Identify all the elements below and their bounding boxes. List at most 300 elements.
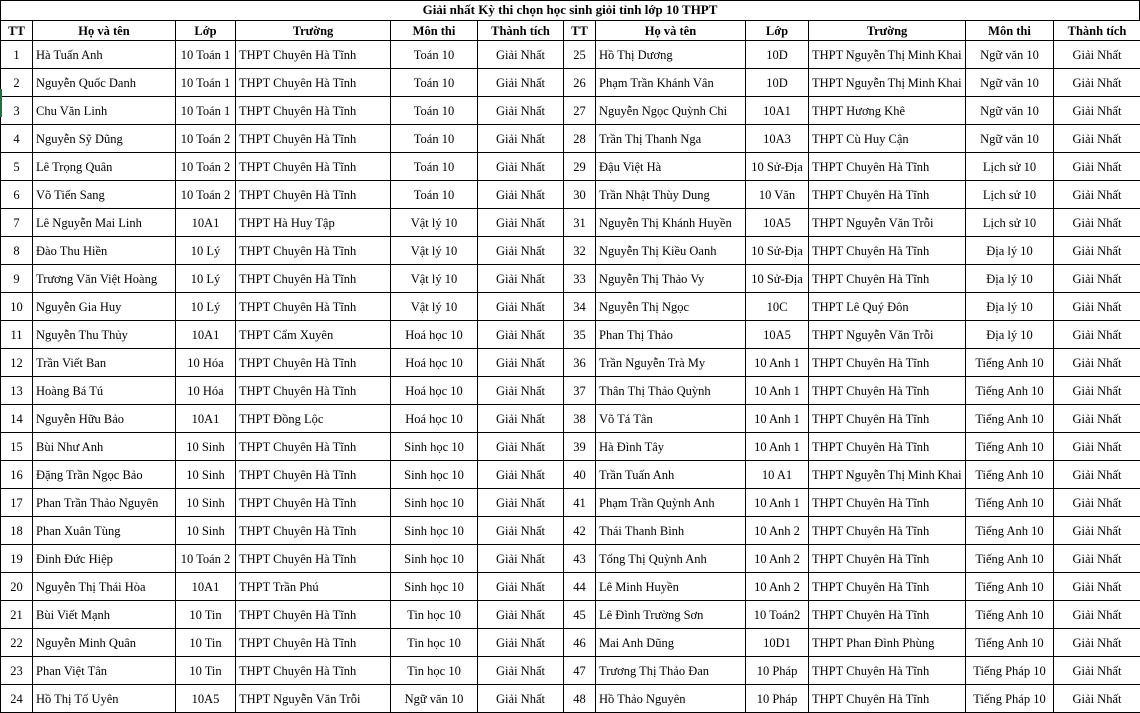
cell-name[interactable]: Trương Văn Việt Hoàng bbox=[33, 265, 176, 293]
cell-class[interactable]: 10A1 bbox=[176, 321, 236, 349]
table-row bbox=[1, 69, 1140, 97]
cell-subject[interactable]: Hoá học 10 bbox=[391, 349, 478, 377]
cell-tt[interactable]: 34 bbox=[564, 293, 596, 321]
cell-class[interactable]: 10 Tin bbox=[176, 629, 236, 657]
cell-subject[interactable]: Sinh học 10 bbox=[391, 573, 478, 601]
cell-award[interactable]: Giải Nhất bbox=[1054, 349, 1140, 377]
cell-school[interactable]: THPT Chuyên Hà Tĩnh bbox=[809, 657, 966, 685]
cell-subject[interactable]: Ngữ văn 10 bbox=[966, 125, 1054, 153]
cell-tt[interactable]: 46 bbox=[564, 629, 596, 657]
cell-award[interactable]: Giải Nhất bbox=[1054, 545, 1140, 573]
cell-award[interactable]: Giải Nhất bbox=[478, 601, 564, 629]
cell-name[interactable]: Nguyễn Quốc Danh bbox=[33, 69, 176, 97]
cell-subject[interactable]: Tiếng Anh 10 bbox=[966, 601, 1054, 629]
cell-name[interactable]: Phan Xuân Tùng bbox=[33, 517, 176, 545]
cell-school[interactable]: THPT Chuyên Hà Tĩnh bbox=[236, 349, 391, 377]
cell-name[interactable]: Hà Đình Tây bbox=[596, 433, 746, 461]
cell-tt[interactable]: 9 bbox=[1, 265, 33, 293]
cell-name[interactable]: Nguyễn Sỹ Dũng bbox=[33, 125, 176, 153]
cell-school[interactable]: THPT Cẩm Xuyên bbox=[236, 321, 391, 349]
cell-class[interactable]: 10 Anh 2 bbox=[746, 573, 809, 601]
table-row bbox=[1, 125, 1140, 153]
cell-name[interactable]: Trần Nguyễn Trà My bbox=[596, 349, 746, 377]
cell-name[interactable]: Hồ Thị Dương bbox=[596, 41, 746, 69]
cell-tt[interactable]: 8 bbox=[1, 237, 33, 265]
cell-award[interactable]: Giải Nhất bbox=[1054, 377, 1140, 405]
cell-school[interactable]: THPT Chuyên Hà Tĩnh bbox=[236, 153, 391, 181]
cell-name[interactable]: Nguyễn Ngọc Quỳnh Chi bbox=[596, 97, 746, 125]
cell-subject[interactable]: Sinh học 10 bbox=[391, 545, 478, 573]
cell-tt[interactable]: 7 bbox=[1, 209, 33, 237]
cell-name[interactable]: Nguyễn Thị Thái Hòa bbox=[33, 573, 176, 601]
cell-tt[interactable]: 38 bbox=[564, 405, 596, 433]
cell-school[interactable]: THPT Phan Đình Phùng bbox=[809, 629, 966, 657]
cell-class[interactable]: 10 Toán 1 bbox=[176, 97, 236, 125]
cell-class[interactable]: 10 Anh 1 bbox=[746, 349, 809, 377]
cell-subject[interactable]: Tiếng Anh 10 bbox=[966, 405, 1054, 433]
cell-award[interactable]: Giải Nhất bbox=[478, 293, 564, 321]
cell-school[interactable]: THPT Chuyên Hà Tĩnh bbox=[809, 377, 966, 405]
cell-name[interactable]: Trần Viết Ban bbox=[33, 349, 176, 377]
cell-award[interactable]: Giải Nhất bbox=[478, 433, 564, 461]
cell-subject[interactable]: Tiếng Anh 10 bbox=[966, 461, 1054, 489]
cell-award[interactable]: Giải Nhất bbox=[478, 573, 564, 601]
cell-subject[interactable]: Tiếng Anh 10 bbox=[966, 349, 1054, 377]
cell-class[interactable]: 10A1 bbox=[176, 209, 236, 237]
cell-school[interactable]: THPT Chuyên Hà Tĩnh bbox=[809, 153, 966, 181]
cell-class[interactable]: 10 Tin bbox=[176, 657, 236, 685]
cell-subject[interactable]: Lịch sử 10 bbox=[966, 209, 1054, 237]
cell-class[interactable]: 10 Hóa bbox=[176, 349, 236, 377]
cell-tt[interactable]: 17 bbox=[1, 489, 33, 517]
cell-school[interactable]: THPT Chuyên Hà Tĩnh bbox=[236, 237, 391, 265]
cell-tt[interactable]: 31 bbox=[564, 209, 596, 237]
cell-class[interactable]: 10D bbox=[746, 69, 809, 97]
cell-award[interactable]: Giải Nhất bbox=[478, 545, 564, 573]
cell-award[interactable]: Giải Nhất bbox=[1054, 209, 1140, 237]
cell-name[interactable]: Tống Thị Quỳnh Anh bbox=[596, 545, 746, 573]
cell-name[interactable]: Nguyễn Thị Thảo Vy bbox=[596, 265, 746, 293]
cell-tt[interactable]: 6 bbox=[1, 181, 33, 209]
cell-school[interactable]: THPT Chuyên Hà Tĩnh bbox=[809, 601, 966, 629]
cell-award[interactable]: Giải Nhất bbox=[1054, 125, 1140, 153]
cell-class[interactable]: 10 Lý bbox=[176, 293, 236, 321]
cell-class[interactable]: 10 Toán 2 bbox=[176, 545, 236, 573]
cell-class[interactable]: 10 Toán 1 bbox=[176, 41, 236, 69]
cell-school[interactable]: THPT Đồng Lộc bbox=[236, 405, 391, 433]
cell-subject[interactable]: Sinh học 10 bbox=[391, 433, 478, 461]
cell-subject[interactable]: Sinh học 10 bbox=[391, 461, 478, 489]
cell-tt[interactable]: 5 bbox=[1, 153, 33, 181]
cell-school[interactable]: THPT Trần Phú bbox=[236, 573, 391, 601]
cell-tt[interactable]: 41 bbox=[564, 489, 596, 517]
cell-class[interactable]: 10A5 bbox=[176, 685, 236, 713]
cell-name[interactable]: Chu Văn Linh bbox=[33, 97, 176, 125]
cell-award[interactable]: Giải Nhất bbox=[1054, 657, 1140, 685]
cell-tt[interactable]: 48 bbox=[564, 685, 596, 713]
cell-tt[interactable]: 33 bbox=[564, 265, 596, 293]
cell-subject[interactable]: Sinh học 10 bbox=[391, 517, 478, 545]
cell-award[interactable]: Giải Nhất bbox=[1054, 321, 1140, 349]
cell-school[interactable]: THPT Chuyên Hà Tĩnh bbox=[236, 265, 391, 293]
cell-class[interactable]: 10 Anh 2 bbox=[746, 545, 809, 573]
cell-award[interactable]: Giải Nhất bbox=[1054, 573, 1140, 601]
cell-school[interactable]: THPT Cù Huy Cận bbox=[809, 125, 966, 153]
cell-class[interactable]: 10 Văn bbox=[746, 181, 809, 209]
cell-class[interactable]: 10 Lý bbox=[176, 265, 236, 293]
cell-name[interactable]: Hà Tuấn Anh bbox=[33, 41, 176, 69]
cell-tt[interactable]: 30 bbox=[564, 181, 596, 209]
cell-name[interactable]: Nguyễn Hữu Bảo bbox=[33, 405, 176, 433]
cell-subject[interactable]: Tin học 10 bbox=[391, 657, 478, 685]
cell-award[interactable]: Giải Nhất bbox=[478, 349, 564, 377]
cell-name[interactable]: Trương Thị Thảo Đan bbox=[596, 657, 746, 685]
cell-school[interactable]: THPT Chuyên Hà Tĩnh bbox=[809, 433, 966, 461]
cell-tt[interactable]: 29 bbox=[564, 153, 596, 181]
cell-tt[interactable]: 12 bbox=[1, 349, 33, 377]
cell-name[interactable]: Nguyễn Gia Huy bbox=[33, 293, 176, 321]
cell-award[interactable]: Giải Nhất bbox=[478, 657, 564, 685]
table-row bbox=[1, 209, 1140, 237]
cell-tt[interactable]: 47 bbox=[564, 657, 596, 685]
cell-name[interactable]: Hồ Thị Tố Uyên bbox=[33, 685, 176, 713]
cell-award[interactable]: Giải Nhất bbox=[1054, 69, 1140, 97]
cell-class[interactable]: 10A5 bbox=[746, 209, 809, 237]
cell-name[interactable]: Lê Minh Huyền bbox=[596, 573, 746, 601]
cell-award[interactable]: Giải Nhất bbox=[1054, 461, 1140, 489]
cell-award[interactable]: Giải Nhất bbox=[1054, 685, 1140, 713]
cell-award[interactable]: Giải Nhất bbox=[478, 685, 564, 713]
cell-award[interactable]: Giải Nhất bbox=[478, 69, 564, 97]
cell-award[interactable]: Giải Nhất bbox=[1054, 433, 1140, 461]
cell-tt[interactable]: 37 bbox=[564, 377, 596, 405]
cell-class[interactable]: 10 Lý bbox=[176, 237, 236, 265]
cell-award[interactable]: Giải Nhất bbox=[478, 97, 564, 125]
cell-class[interactable]: 10 Sinh bbox=[176, 517, 236, 545]
cell-name[interactable]: Hồ Thảo Nguyên bbox=[596, 685, 746, 713]
cell-class[interactable]: 10 Sử-Địa bbox=[746, 153, 809, 181]
cell-award[interactable]: Giải Nhất bbox=[1054, 293, 1140, 321]
table-row bbox=[1, 349, 1140, 377]
cell-tt[interactable]: 4 bbox=[1, 125, 33, 153]
cell-tt[interactable]: 1 bbox=[1, 41, 33, 69]
cell-subject[interactable]: Lịch sử 10 bbox=[966, 181, 1054, 209]
cell-school[interactable]: THPT Lê Quý Đôn bbox=[809, 293, 966, 321]
cell-school[interactable]: THPT Chuyên Hà Tĩnh bbox=[236, 545, 391, 573]
cell-name[interactable]: Thân Thị Thảo Quỳnh bbox=[596, 377, 746, 405]
cell-class[interactable]: 10A1 bbox=[176, 405, 236, 433]
cell-subject[interactable]: Địa lý 10 bbox=[966, 265, 1054, 293]
cell-tt[interactable]: 19 bbox=[1, 545, 33, 573]
cell-subject[interactable]: Vật lý 10 bbox=[391, 209, 478, 237]
cell-subject[interactable]: Tiếng Pháp 10 bbox=[966, 657, 1054, 685]
cell-class[interactable]: 10 Pháp bbox=[746, 685, 809, 713]
cell-class[interactable]: 10 A1 bbox=[746, 461, 809, 489]
cell-subject[interactable]: Toán 10 bbox=[391, 125, 478, 153]
cell-tt[interactable]: 36 bbox=[564, 349, 596, 377]
cell-tt[interactable]: 18 bbox=[1, 517, 33, 545]
cell-award[interactable]: Giải Nhất bbox=[1054, 97, 1140, 125]
cell-name[interactable]: Bùi Viết Mạnh bbox=[33, 601, 176, 629]
cell-name[interactable]: Phan Việt Tân bbox=[33, 657, 176, 685]
cell-school[interactable]: THPT Chuyên Hà Tĩnh bbox=[236, 657, 391, 685]
cell-class[interactable]: 10 Toán 2 bbox=[176, 125, 236, 153]
cell-class[interactable]: 10D bbox=[746, 41, 809, 69]
cell-class[interactable]: 10A3 bbox=[746, 125, 809, 153]
cell-tt[interactable]: 11 bbox=[1, 321, 33, 349]
cell-name[interactable]: Đào Thu Hiền bbox=[33, 237, 176, 265]
cell-school[interactable]: THPT Chuyên Hà Tĩnh bbox=[809, 265, 966, 293]
cell-school[interactable]: THPT Chuyên Hà Tĩnh bbox=[236, 377, 391, 405]
cell-tt[interactable]: 20 bbox=[1, 573, 33, 601]
cell-award[interactable]: Giải Nhất bbox=[1054, 601, 1140, 629]
cell-subject[interactable]: Tiếng Anh 10 bbox=[966, 517, 1054, 545]
cell-subject[interactable]: Tiếng Anh 10 bbox=[966, 433, 1054, 461]
cell-award[interactable]: Giải Nhất bbox=[478, 517, 564, 545]
cell-subject[interactable]: Toán 10 bbox=[391, 41, 478, 69]
cell-subject[interactable]: Vật lý 10 bbox=[391, 265, 478, 293]
cell-school[interactable]: THPT Nguyễn Thị Minh Khai bbox=[809, 41, 966, 69]
cell-school[interactable]: THPT Nguyễn Văn Trỗi bbox=[236, 685, 391, 713]
cell-class[interactable]: 10A5 bbox=[746, 321, 809, 349]
cell-name[interactable]: Phạm Trần Khánh Vân bbox=[596, 69, 746, 97]
column-header-name-right: Họ và tên bbox=[596, 21, 746, 41]
cell-school[interactable]: THPT Chuyên Hà Tĩnh bbox=[809, 405, 966, 433]
cell-name[interactable]: Hoàng Bá Tú bbox=[33, 377, 176, 405]
cell-name[interactable]: Trần Nhật Thùy Dung bbox=[596, 181, 746, 209]
cell-name[interactable]: Đặng Trần Ngọc Bảo bbox=[33, 461, 176, 489]
cell-school[interactable]: THPT Chuyên Hà Tĩnh bbox=[236, 517, 391, 545]
cell-school[interactable]: THPT Chuyên Hà Tĩnh bbox=[809, 489, 966, 517]
cell-name[interactable]: Nguyễn Minh Quân bbox=[33, 629, 176, 657]
cell-award[interactable]: Giải Nhất bbox=[478, 125, 564, 153]
table-row bbox=[1, 517, 1140, 545]
cell-name[interactable]: Đậu Việt Hà bbox=[596, 153, 746, 181]
cell-name[interactable]: Lê Đình Trường Sơn bbox=[596, 601, 746, 629]
cell-class[interactable]: 10D1 bbox=[746, 629, 809, 657]
cell-tt[interactable]: 21 bbox=[1, 601, 33, 629]
cell-name[interactable]: Võ Tiến Sang bbox=[33, 181, 176, 209]
cell-subject[interactable]: Hoá học 10 bbox=[391, 377, 478, 405]
cell-subject[interactable]: Vật lý 10 bbox=[391, 237, 478, 265]
cell-subject[interactable]: Địa lý 10 bbox=[966, 237, 1054, 265]
table-row bbox=[1, 321, 1140, 349]
cell-subject[interactable]: Tiếng Anh 10 bbox=[966, 545, 1054, 573]
cell-school[interactable]: THPT Chuyên Hà Tĩnh bbox=[236, 41, 391, 69]
cell-subject[interactable]: Toán 10 bbox=[391, 153, 478, 181]
cell-subject[interactable]: Tiếng Pháp 10 bbox=[966, 685, 1054, 713]
cell-tt[interactable]: 23 bbox=[1, 657, 33, 685]
cell-tt[interactable]: 10 bbox=[1, 293, 33, 321]
cell-award[interactable]: Giải Nhất bbox=[1054, 41, 1140, 69]
cell-tt[interactable]: 45 bbox=[564, 601, 596, 629]
cell-award[interactable]: Giải Nhất bbox=[1054, 517, 1140, 545]
cell-class[interactable]: 10 Sử-Địa bbox=[746, 265, 809, 293]
cell-award[interactable]: Giải Nhất bbox=[1054, 629, 1140, 657]
cell-tt[interactable]: 25 bbox=[564, 41, 596, 69]
cell-subject[interactable]: Địa lý 10 bbox=[966, 293, 1054, 321]
cell-class[interactable]: 10 Anh 1 bbox=[746, 377, 809, 405]
cell-name[interactable]: Phan Thị Thảo bbox=[596, 321, 746, 349]
cell-award[interactable]: Giải Nhất bbox=[478, 41, 564, 69]
cell-school[interactable]: THPT Hà Huy Tập bbox=[236, 209, 391, 237]
cell-school[interactable]: THPT Chuyên Hà Tĩnh bbox=[236, 601, 391, 629]
cell-award[interactable]: Giải Nhất bbox=[478, 461, 564, 489]
cell-subject[interactable]: Ngữ văn 10 bbox=[966, 69, 1054, 97]
cell-name[interactable]: Võ Tá Tân bbox=[596, 405, 746, 433]
cell-tt[interactable]: 27 bbox=[564, 97, 596, 125]
cell-name[interactable]: Đinh Đức Hiệp bbox=[33, 545, 176, 573]
table-row bbox=[1, 601, 1140, 629]
cell-award[interactable]: Giải Nhất bbox=[1054, 265, 1140, 293]
cell-subject[interactable]: Vật lý 10 bbox=[391, 293, 478, 321]
cell-class[interactable]: 10 Tin bbox=[176, 601, 236, 629]
cell-name[interactable]: Lê Trọng Quân bbox=[33, 153, 176, 181]
cell-tt[interactable]: 22 bbox=[1, 629, 33, 657]
cell-name[interactable]: Lê Nguyễn Mai Linh bbox=[33, 209, 176, 237]
cell-class[interactable]: 10 Anh 2 bbox=[746, 517, 809, 545]
cell-award[interactable]: Giải Nhất bbox=[478, 153, 564, 181]
cell-tt[interactable]: 3 bbox=[1, 97, 33, 125]
cell-award[interactable]: Giải Nhất bbox=[478, 405, 564, 433]
cell-class[interactable]: 10A1 bbox=[746, 97, 809, 125]
cell-award[interactable]: Giải Nhất bbox=[1054, 489, 1140, 517]
cell-award[interactable]: Giải Nhất bbox=[478, 265, 564, 293]
table-row bbox=[1, 293, 1140, 321]
column-header-school-right: Trường bbox=[809, 21, 966, 41]
cell-school[interactable]: THPT Chuyên Hà Tĩnh bbox=[236, 181, 391, 209]
cell-school[interactable]: THPT Chuyên Hà Tĩnh bbox=[236, 433, 391, 461]
cell-name[interactable]: Mai Anh Dũng bbox=[596, 629, 746, 657]
cell-class[interactable]: 10A1 bbox=[176, 573, 236, 601]
cell-class[interactable]: 10 Pháp bbox=[746, 657, 809, 685]
cell-tt[interactable]: 44 bbox=[564, 573, 596, 601]
cell-name[interactable]: Nguyễn Thu Thủy bbox=[33, 321, 176, 349]
cell-school[interactable]: THPT Chuyên Hà Tĩnh bbox=[809, 685, 966, 713]
cell-subject[interactable]: Sinh học 10 bbox=[391, 489, 478, 517]
cell-subject[interactable]: Ngữ văn 10 bbox=[966, 41, 1054, 69]
cell-class[interactable]: 10 Toán2 bbox=[746, 601, 809, 629]
cell-school[interactable]: THPT Nguyễn Thị Minh Khai bbox=[809, 461, 966, 489]
cell-award[interactable]: Giải Nhất bbox=[478, 489, 564, 517]
cell-class[interactable]: 10 Toán 2 bbox=[176, 181, 236, 209]
cell-school[interactable]: THPT Chuyên Hà Tĩnh bbox=[236, 293, 391, 321]
cell-class[interactable]: 10 Sinh bbox=[176, 461, 236, 489]
cell-school[interactable]: THPT Chuyên Hà Tĩnh bbox=[236, 125, 391, 153]
column-header-award-right: Thành tích bbox=[1054, 21, 1140, 41]
cell-class[interactable]: 10 Sinh bbox=[176, 489, 236, 517]
cell-school[interactable]: THPT Chuyên Hà Tĩnh bbox=[236, 461, 391, 489]
cell-subject[interactable]: Tiếng Anh 10 bbox=[966, 377, 1054, 405]
cell-subject[interactable]: Hoá học 10 bbox=[391, 405, 478, 433]
cell-award[interactable]: Giải Nhất bbox=[1054, 237, 1140, 265]
cell-award[interactable]: Giải Nhất bbox=[1054, 181, 1140, 209]
cell-award[interactable]: Giải Nhất bbox=[478, 629, 564, 657]
cell-school[interactable]: THPT Chuyên Hà Tĩnh bbox=[236, 489, 391, 517]
cell-name[interactable]: Phạm Trần Quỳnh Anh bbox=[596, 489, 746, 517]
cell-subject[interactable]: Toán 10 bbox=[391, 69, 478, 97]
cell-tt[interactable]: 16 bbox=[1, 461, 33, 489]
cell-school[interactable]: THPT Nguyễn Văn Trỗi bbox=[809, 321, 966, 349]
cell-name[interactable]: Trần Thị Thanh Nga bbox=[596, 125, 746, 153]
cell-name[interactable]: Nguyễn Thị Ngọc bbox=[596, 293, 746, 321]
cell-class[interactable]: 10 Sinh bbox=[176, 433, 236, 461]
table-row bbox=[1, 545, 1140, 573]
cell-tt[interactable]: 39 bbox=[564, 433, 596, 461]
cell-class[interactable]: 10 Toán 1 bbox=[176, 69, 236, 97]
cell-school[interactable]: THPT Chuyên Hà Tĩnh bbox=[809, 237, 966, 265]
cell-school[interactable]: THPT Nguyễn Văn Trỗi bbox=[809, 209, 966, 237]
cell-class[interactable]: 10 Toán 2 bbox=[176, 153, 236, 181]
cell-tt[interactable]: 35 bbox=[564, 321, 596, 349]
cell-subject[interactable]: Ngữ văn 10 bbox=[966, 97, 1054, 125]
cell-subject[interactable]: Lịch sử 10 bbox=[966, 153, 1054, 181]
cell-subject[interactable]: Toán 10 bbox=[391, 181, 478, 209]
cell-school[interactable]: THPT Chuyên Hà Tĩnh bbox=[236, 97, 391, 125]
cell-school[interactable]: THPT Chuyên Hà Tĩnh bbox=[809, 517, 966, 545]
cell-award[interactable]: Giải Nhất bbox=[478, 377, 564, 405]
cell-tt[interactable]: 40 bbox=[564, 461, 596, 489]
cell-tt[interactable]: 2 bbox=[1, 69, 33, 97]
cell-subject[interactable]: Tiếng Anh 10 bbox=[966, 573, 1054, 601]
cell-award[interactable]: Giải Nhất bbox=[478, 237, 564, 265]
cell-class[interactable]: 10 Anh 1 bbox=[746, 433, 809, 461]
cell-tt[interactable]: 32 bbox=[564, 237, 596, 265]
cell-tt[interactable]: 43 bbox=[564, 545, 596, 573]
cell-name[interactable]: Nguyễn Thị Kiều Oanh bbox=[596, 237, 746, 265]
cell-award[interactable]: Giải Nhất bbox=[1054, 405, 1140, 433]
cell-school[interactable]: THPT Nguyễn Thị Minh Khai bbox=[809, 69, 966, 97]
cell-subject[interactable]: Toán 10 bbox=[391, 97, 478, 125]
cell-name[interactable]: Phan Trần Thảo Nguyên bbox=[33, 489, 176, 517]
cell-subject[interactable]: Tin học 10 bbox=[391, 601, 478, 629]
cell-subject[interactable]: Tiếng Anh 10 bbox=[966, 629, 1054, 657]
cell-school[interactable]: THPT Chuyên Hà Tĩnh bbox=[809, 349, 966, 377]
cell-school[interactable]: THPT Hương Khê bbox=[809, 97, 966, 125]
cell-school[interactable]: THPT Chuyên Hà Tĩnh bbox=[236, 69, 391, 97]
cell-class[interactable]: 10C bbox=[746, 293, 809, 321]
cell-tt[interactable]: 28 bbox=[564, 125, 596, 153]
cell-subject[interactable]: Tiếng Anh 10 bbox=[966, 489, 1054, 517]
cell-award[interactable]: Giải Nhất bbox=[478, 181, 564, 209]
cell-school[interactable]: THPT Chuyên Hà Tĩnh bbox=[809, 181, 966, 209]
cell-award[interactable]: Giải Nhất bbox=[478, 209, 564, 237]
cell-tt[interactable]: 24 bbox=[1, 685, 33, 713]
cell-award[interactable]: Giải Nhất bbox=[1054, 153, 1140, 181]
cell-tt[interactable]: 42 bbox=[564, 517, 596, 545]
cell-tt[interactable]: 13 bbox=[1, 377, 33, 405]
cell-tt[interactable]: 14 bbox=[1, 405, 33, 433]
cell-name[interactable]: Trần Tuấn Anh bbox=[596, 461, 746, 489]
cell-subject[interactable]: Địa lý 10 bbox=[966, 321, 1054, 349]
cell-school[interactable]: THPT Chuyên Hà Tĩnh bbox=[809, 545, 966, 573]
cell-class[interactable]: 10 Hóa bbox=[176, 377, 236, 405]
cell-subject[interactable]: Tin học 10 bbox=[391, 629, 478, 657]
cell-name[interactable]: Thái Thanh Bình bbox=[596, 517, 746, 545]
cell-subject[interactable]: Hoá học 10 bbox=[391, 321, 478, 349]
cell-name[interactable]: Bùi Như Anh bbox=[33, 433, 176, 461]
cell-name[interactable]: Nguyễn Thị Khánh Huyền bbox=[596, 209, 746, 237]
cell-class[interactable]: 10 Sử-Địa bbox=[746, 237, 809, 265]
cell-subject[interactable]: Ngữ văn 10 bbox=[391, 685, 478, 713]
cell-class[interactable]: 10 Anh 1 bbox=[746, 489, 809, 517]
cell-award[interactable]: Giải Nhất bbox=[478, 321, 564, 349]
cell-tt[interactable]: 26 bbox=[564, 69, 596, 97]
cell-school[interactable]: THPT Chuyên Hà Tĩnh bbox=[236, 629, 391, 657]
cell-school[interactable]: THPT Chuyên Hà Tĩnh bbox=[809, 573, 966, 601]
cell-tt[interactable]: 15 bbox=[1, 433, 33, 461]
cell-class[interactable]: 10 Anh 1 bbox=[746, 405, 809, 433]
